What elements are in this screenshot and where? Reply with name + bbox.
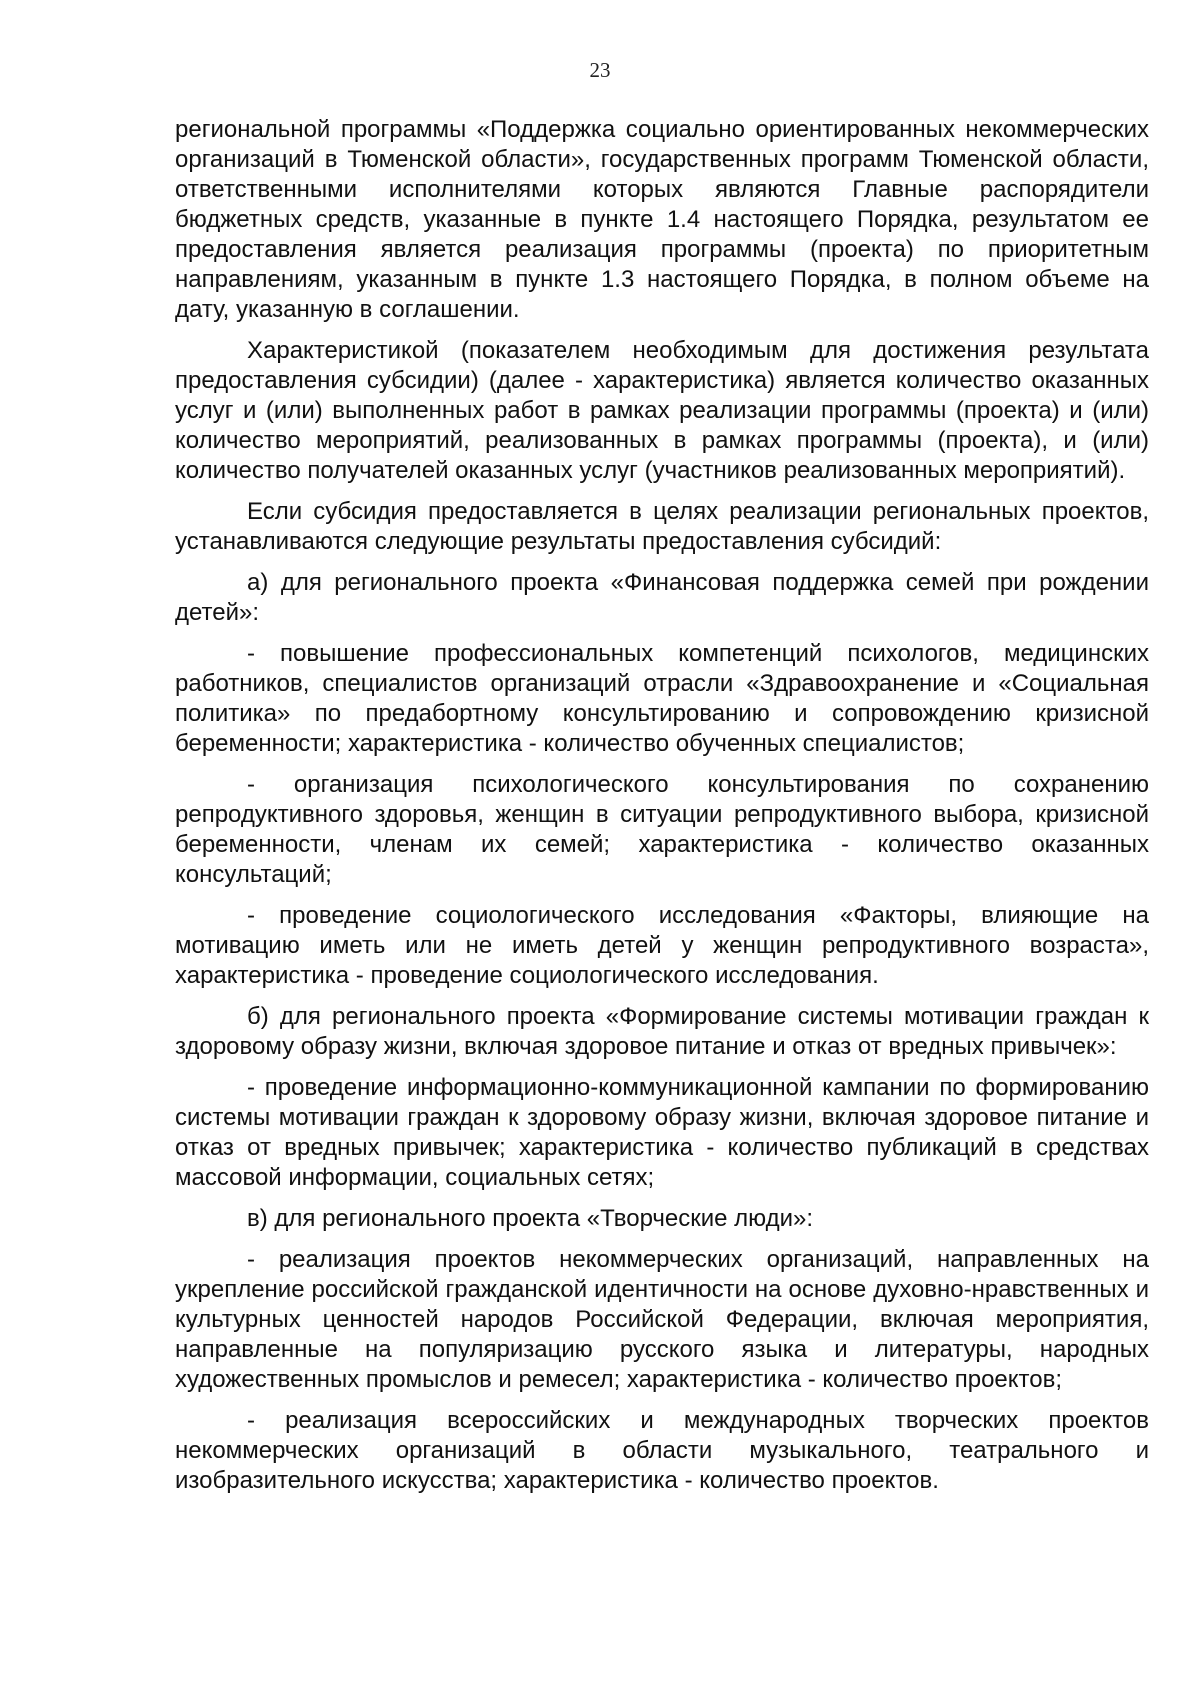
- paragraph-project-c-item-1: - реализация проектов некоммерческих организаций, направленных на укрепление российской гражданской идентичности на основе духовно-нравственных и культурных ценностей народов Российской Федерации, включая мероприятия, направленные на популяризацию русского языка и литературы, народных художественных промыслов и ремесел; характеристика - количество проектов;: [175, 1246, 1149, 1393]
- paragraph-project-a-item-1: - повышение профессиональных компетенций психологов, медицинских работников, специалистов организаций отрасли «Здравоохранение и «Социальная политика» по предабортному консультированию и сопровождению кризисной беременности; характеристика - количество обученных специалистов;: [175, 640, 1149, 757]
- paragraph-regional-projects-intro: Если субсидия предоставляется в целях реализации региональных проектов, устанавливаются следующие результаты предоставления субсидий:: [175, 498, 1149, 555]
- document-body: [175, 115, 1149, 1507]
- page-number: 23: [589, 58, 611, 82]
- paragraph-continuation: региональной программы «Поддержка социально ориентированных некоммерческих организаций в Тюменской области», государственных программ Тюменской области, ответственными исполнителями которых являются Главные распорядители бюджетных средств, указанные в пункте 1.4 настоящего Порядка, результатом ее предоставления является реализация программы (проекта) по приоритетным направлениям, указанным в пункте 1.3 настоящего Порядка, в полном объеме на дату, указанную в соглашении.: [175, 116, 1149, 323]
- paragraph-project-c: в) для регионального проекта «Творческие люди»:: [247, 1205, 814, 1232]
- paragraph-project-a: а) для регионального проекта «Финансовая поддержка семей при рождении детей»:: [175, 569, 1149, 626]
- paragraph-characteristic: Характеристикой (показателем необходимым для достижения результата предоставления субсидии) (далее - характеристика) является количество оказанных услуг и (или) выполненных работ в рамках реализации программы (проекта) и (или) количество мероприятий, реализованных в рамках программы (проекта), и (или) количество получателей оказанных услуг (участников реализованных мероприятий).: [175, 337, 1149, 484]
- paragraph-project-b-item-1: - проведение информационно-коммуникационной кампании по формированию системы мотивации граждан к здоровому образу жизни, включая здоровое питание и отказ от вредных привычек; характеристика - количество публикаций в средствах массовой информации, социальных сетях;: [175, 1074, 1149, 1191]
- paragraph-project-a-item-3: - проведение социологического исследования «Факторы, влияющие на мотивацию иметь или не иметь детей у женщин репродуктивного возраста», характеристика - проведение социологического исследования.: [175, 902, 1149, 989]
- paragraph-project-c-item-2: - реализация всероссийских и международных творческих проектов некоммерческих организаций в области музыкального, театрального и изобразительного искусства; характеристика - количество проектов.: [175, 1407, 1149, 1494]
- paragraph-project-b: б) для регионального проекта «Формирование системы мотивации граждан к здоровому образу жизни, включая здоровое питание и отказ от вредных привычек»:: [175, 1003, 1149, 1060]
- paragraph-project-a-item-2: - организация психологического консультирования по сохранению репродуктивного здоровья, женщин в ситуации репродуктивного выбора, кризисной беременности, членам их семей; характеристика - количество оказанных консультаций;: [175, 771, 1149, 888]
